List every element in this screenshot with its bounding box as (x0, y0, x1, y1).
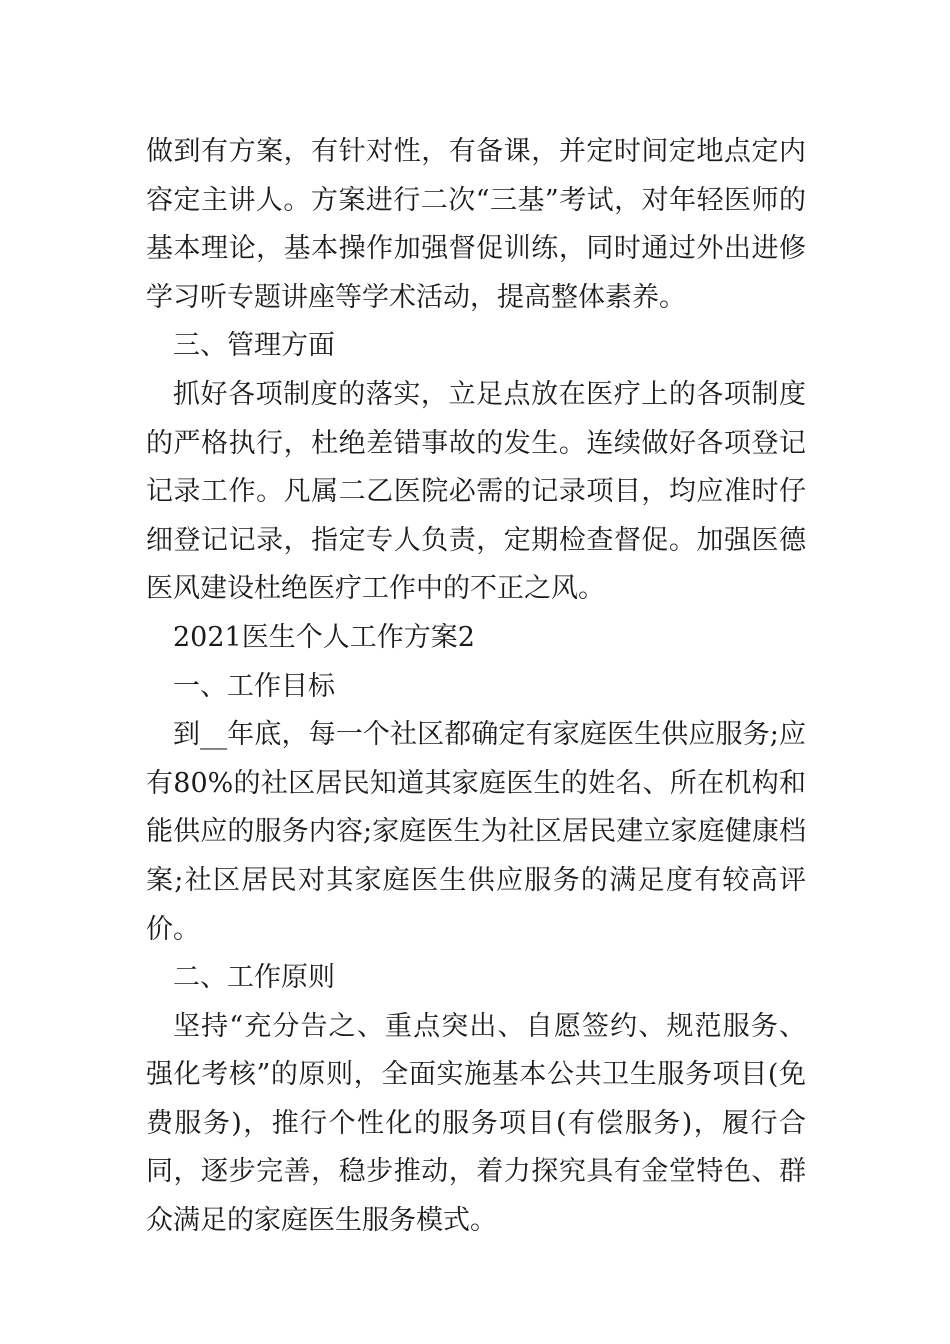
document-body (146, 128, 806, 1246)
document-subtitle: 2021医生个人工作方案2 (173, 621, 475, 653)
section-heading-goals: 一、工作目标 (173, 670, 335, 702)
paragraph-continuation: 做到有方案，有针对性，有备课，并定时间定地点定内容定主讲人。方案进行二次“三基”考试，对年轻医师的基本理论，基本操作加强督促训练，同时通过外出进修学习听专题讲座等学术活动，提高整体素养。 (146, 136, 806, 313)
paragraph-goals: 到__年底，每一个社区都确定有家庭医生供应服务;应有80%的社区居民知道其家庭医生的姓名、所在机构和能供应的服务内容;家庭医生为社区居民建立家庭健康档案;社区居民对其家庭医生供应服务的满足度有较高评价。 (146, 719, 806, 945)
section-heading-principles: 二、工作原则 (173, 962, 335, 994)
paragraph-management: 抓好各项制度的落实，立足点放在医疗上的各项制度的严格执行，杜绝差错事故的发生。连续做好各项登记记录工作。凡属二乙医院必需的记录项目，均应准时仔细登记记录，指定专人负责，定期检查督促。加强医德医风建设杜绝医疗工作中的不正之风。 (146, 378, 806, 605)
paragraph-principles: 坚持“充分告之、重点突出、自愿签约、规范服务、强化考核”的原则，全面实施基本公共卫生服务项目(免费服务)，推行个性化的服务项目(有偿服务)，履行合同，逐步完善，稳步推动，着力探究具有金堂特色、群众满足的家庭医生服务模式。 (146, 1010, 806, 1237)
section-heading-management: 三、管理方面 (173, 330, 335, 362)
